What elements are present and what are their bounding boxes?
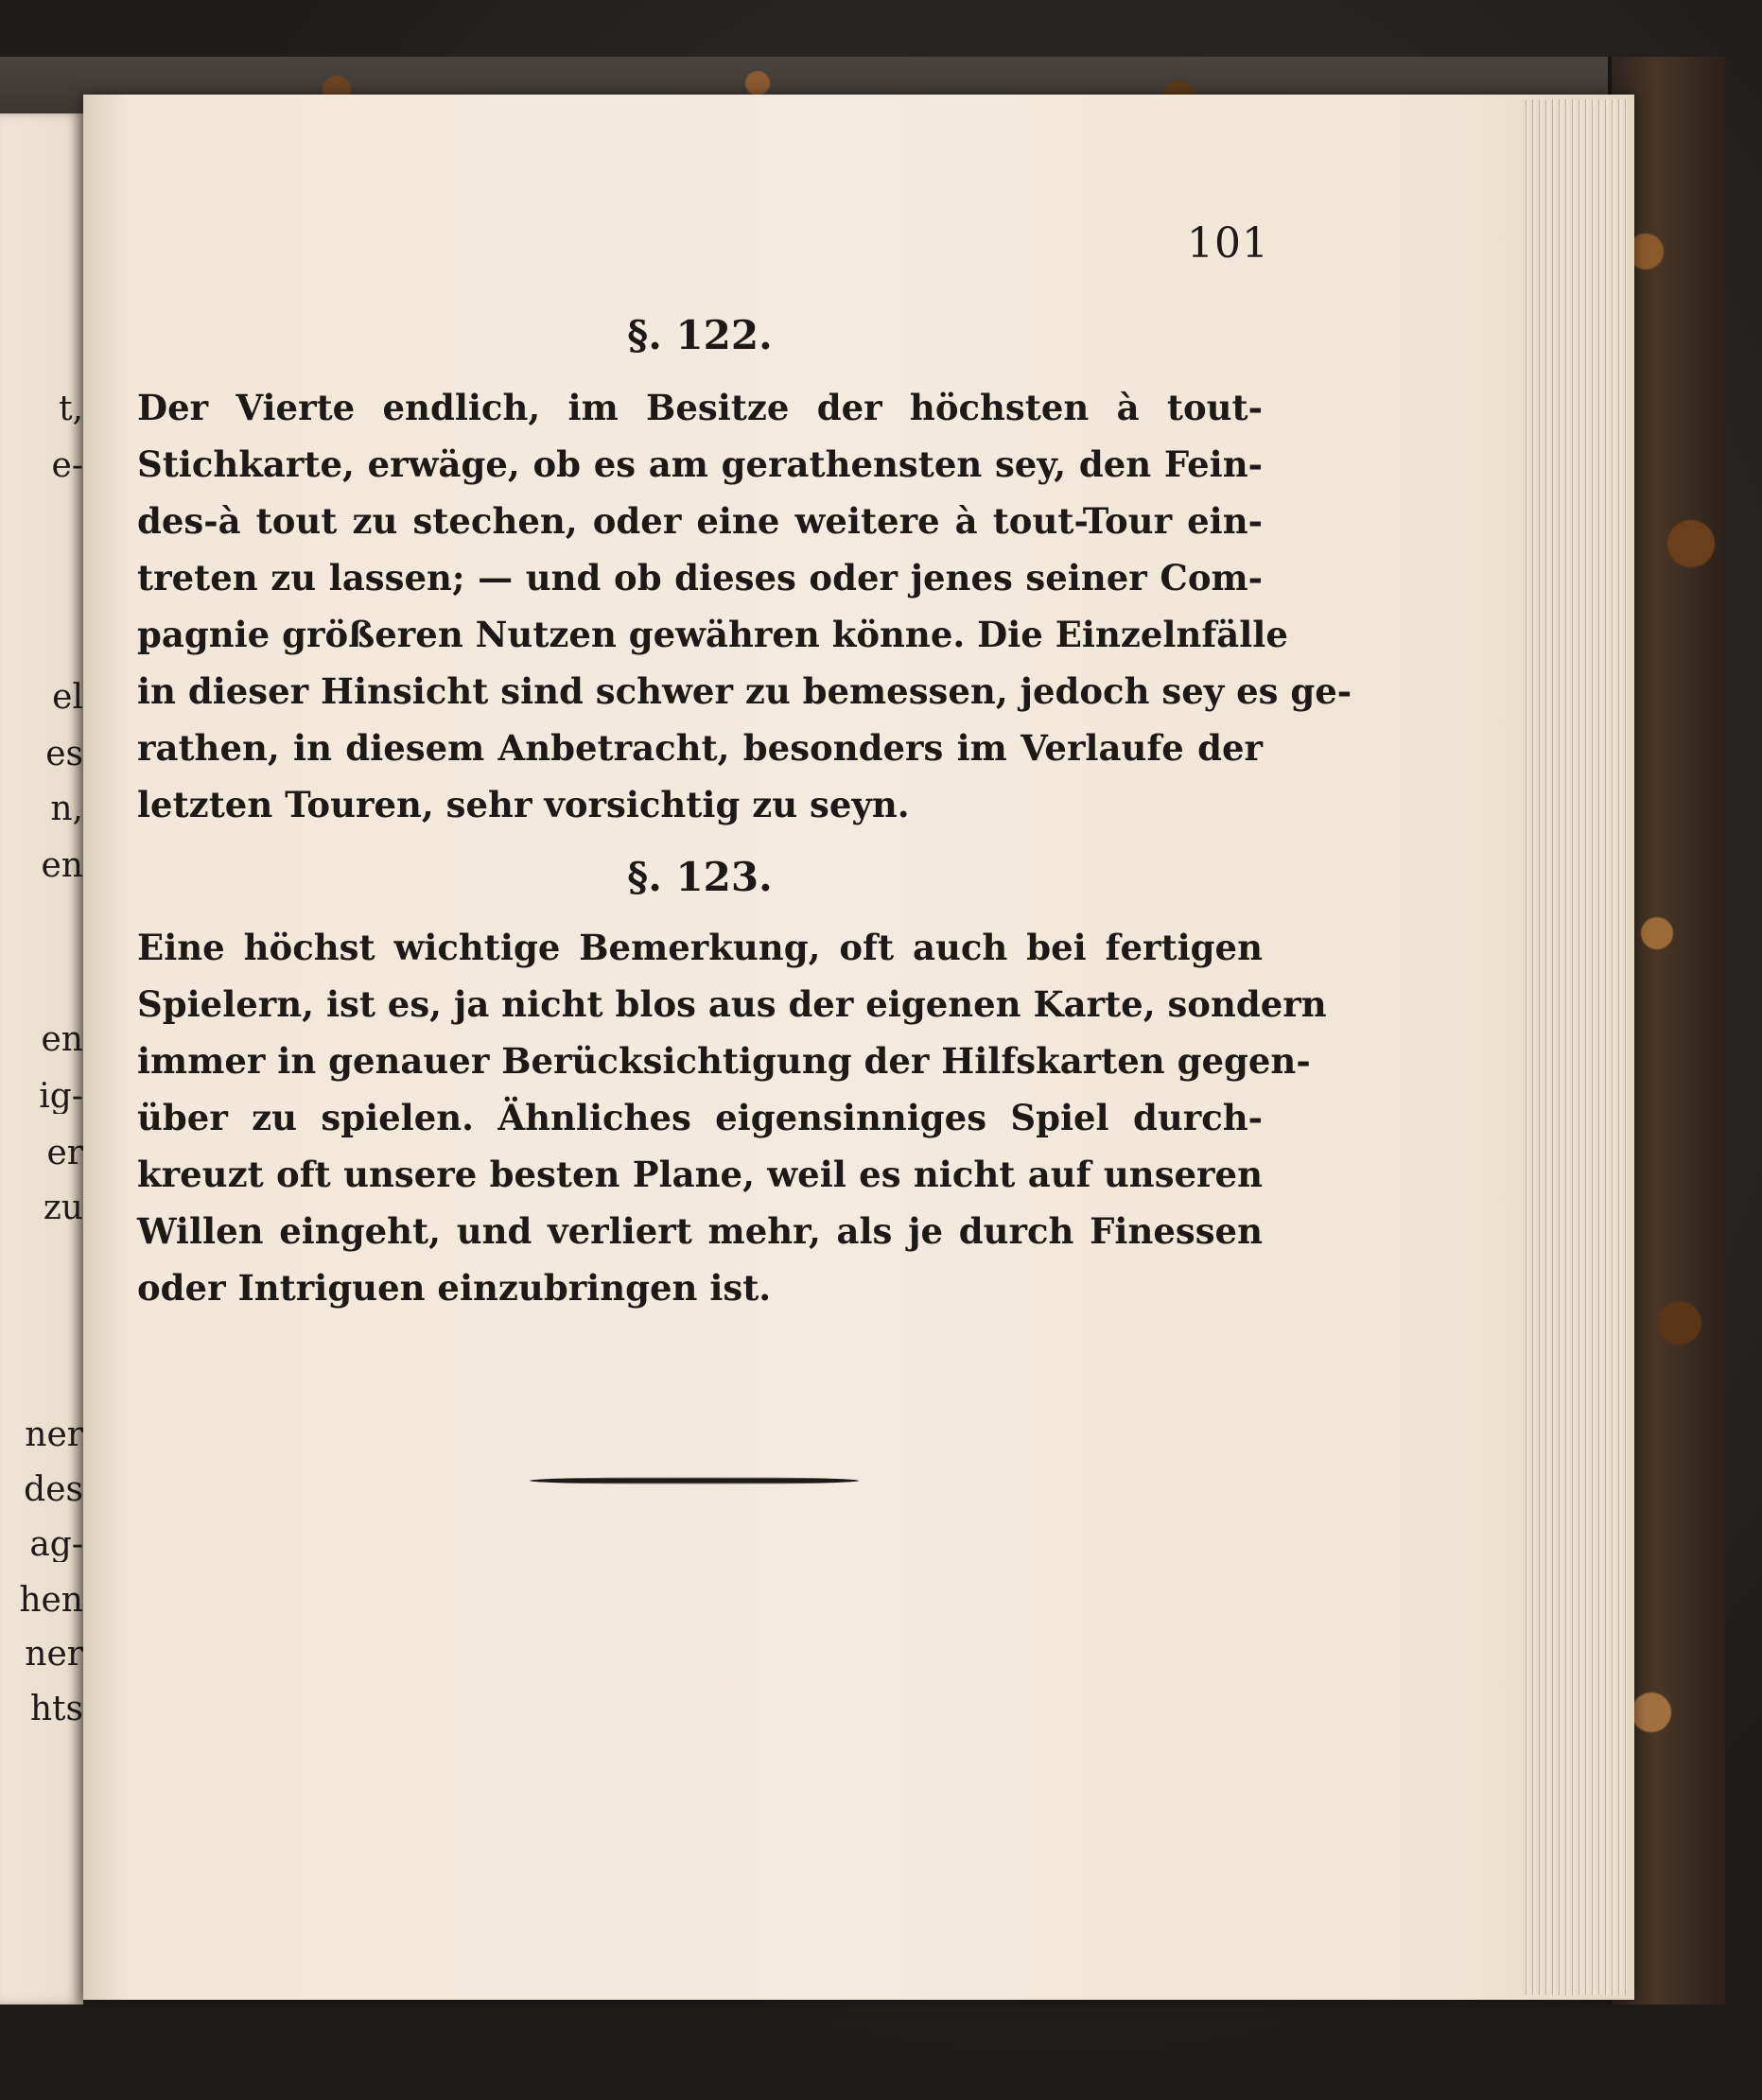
left-page-fragment: ig- (39, 1080, 83, 1114)
text-line: Eine höchst wichtige Bemerkung, oft auch bei fertigen (137, 927, 1263, 968)
left-page-fragment: es (45, 738, 83, 772)
left-page (0, 113, 83, 2005)
text-line: über zu spielen. Ähnliches eigensinniges Spiel durch- (137, 1097, 1263, 1138)
text-line: pagnie größeren Nutzen gewähren könne. Die Einzelnfälle (137, 614, 1288, 655)
page-stack-edges (1523, 99, 1627, 1995)
left-page-fragment: er (46, 1137, 83, 1171)
left-page-fragment: zu (43, 1191, 83, 1225)
text-line: treten zu lassen; — und ob dieses oder jenes seiner Com- (137, 557, 1263, 599)
left-page-fragment: hts (29, 1692, 83, 1727)
text-line: oder Intriguen einzubringen ist. (137, 1267, 772, 1309)
text-line: des-à tout zu stechen, oder eine weitere à tout-Tour ein- (137, 500, 1263, 542)
text-line: Willen eingeht, und verliert mehr, als je durch Finessen (137, 1210, 1263, 1252)
text-line: Spielern, ist es, ja nicht blos aus der eigenen Karte, sondern (137, 983, 1327, 1025)
text-line: kreuzt oft unsere besten Plane, weil es nicht auf unseren (137, 1154, 1263, 1195)
left-page-fragment: en (41, 849, 83, 883)
left-page-fragment: hen (19, 1584, 83, 1618)
text-line: Der Vierte endlich, im Besitze der höchsten à tout- (137, 387, 1263, 428)
section-123-paragraph (137, 919, 1327, 1316)
text-line: in dieser Hinsicht sind schwer zu bemessen, jedoch sey es ge- (137, 670, 1352, 712)
left-page-fragment: el (52, 681, 83, 715)
left-page-fragment: ner (25, 1418, 83, 1452)
left-page-fragment: ag- (29, 1528, 83, 1562)
section-122-paragraph (137, 379, 1352, 833)
text-line: Stichkarte, erwäge, ob es am gerathensten sey, den Fein- (137, 443, 1263, 485)
end-of-chapter-rule (530, 1477, 859, 1484)
text-line: immer in genauer Berücksichtigung der Hilfskarten gegen- (137, 1040, 1311, 1082)
section-heading-122: §. 122. (627, 312, 773, 358)
left-page-fragment: e- (51, 449, 83, 483)
left-page-fragment: ner (25, 1638, 83, 1672)
left-page-fragment: en (41, 1023, 83, 1057)
page-number: 101 (1187, 219, 1269, 268)
section-heading-123: §. 123. (627, 854, 773, 900)
left-page-fragment: des (24, 1473, 83, 1507)
page-body (137, 222, 1352, 1316)
text-line: letzten Touren, sehr vorsichtig zu seyn. (137, 784, 910, 825)
left-page-fragment: n, (50, 792, 83, 826)
left-page-fragment: t, (59, 392, 83, 426)
text-line: rathen, in diesem Anbetracht, besonders im Verlaufe der (137, 727, 1263, 769)
